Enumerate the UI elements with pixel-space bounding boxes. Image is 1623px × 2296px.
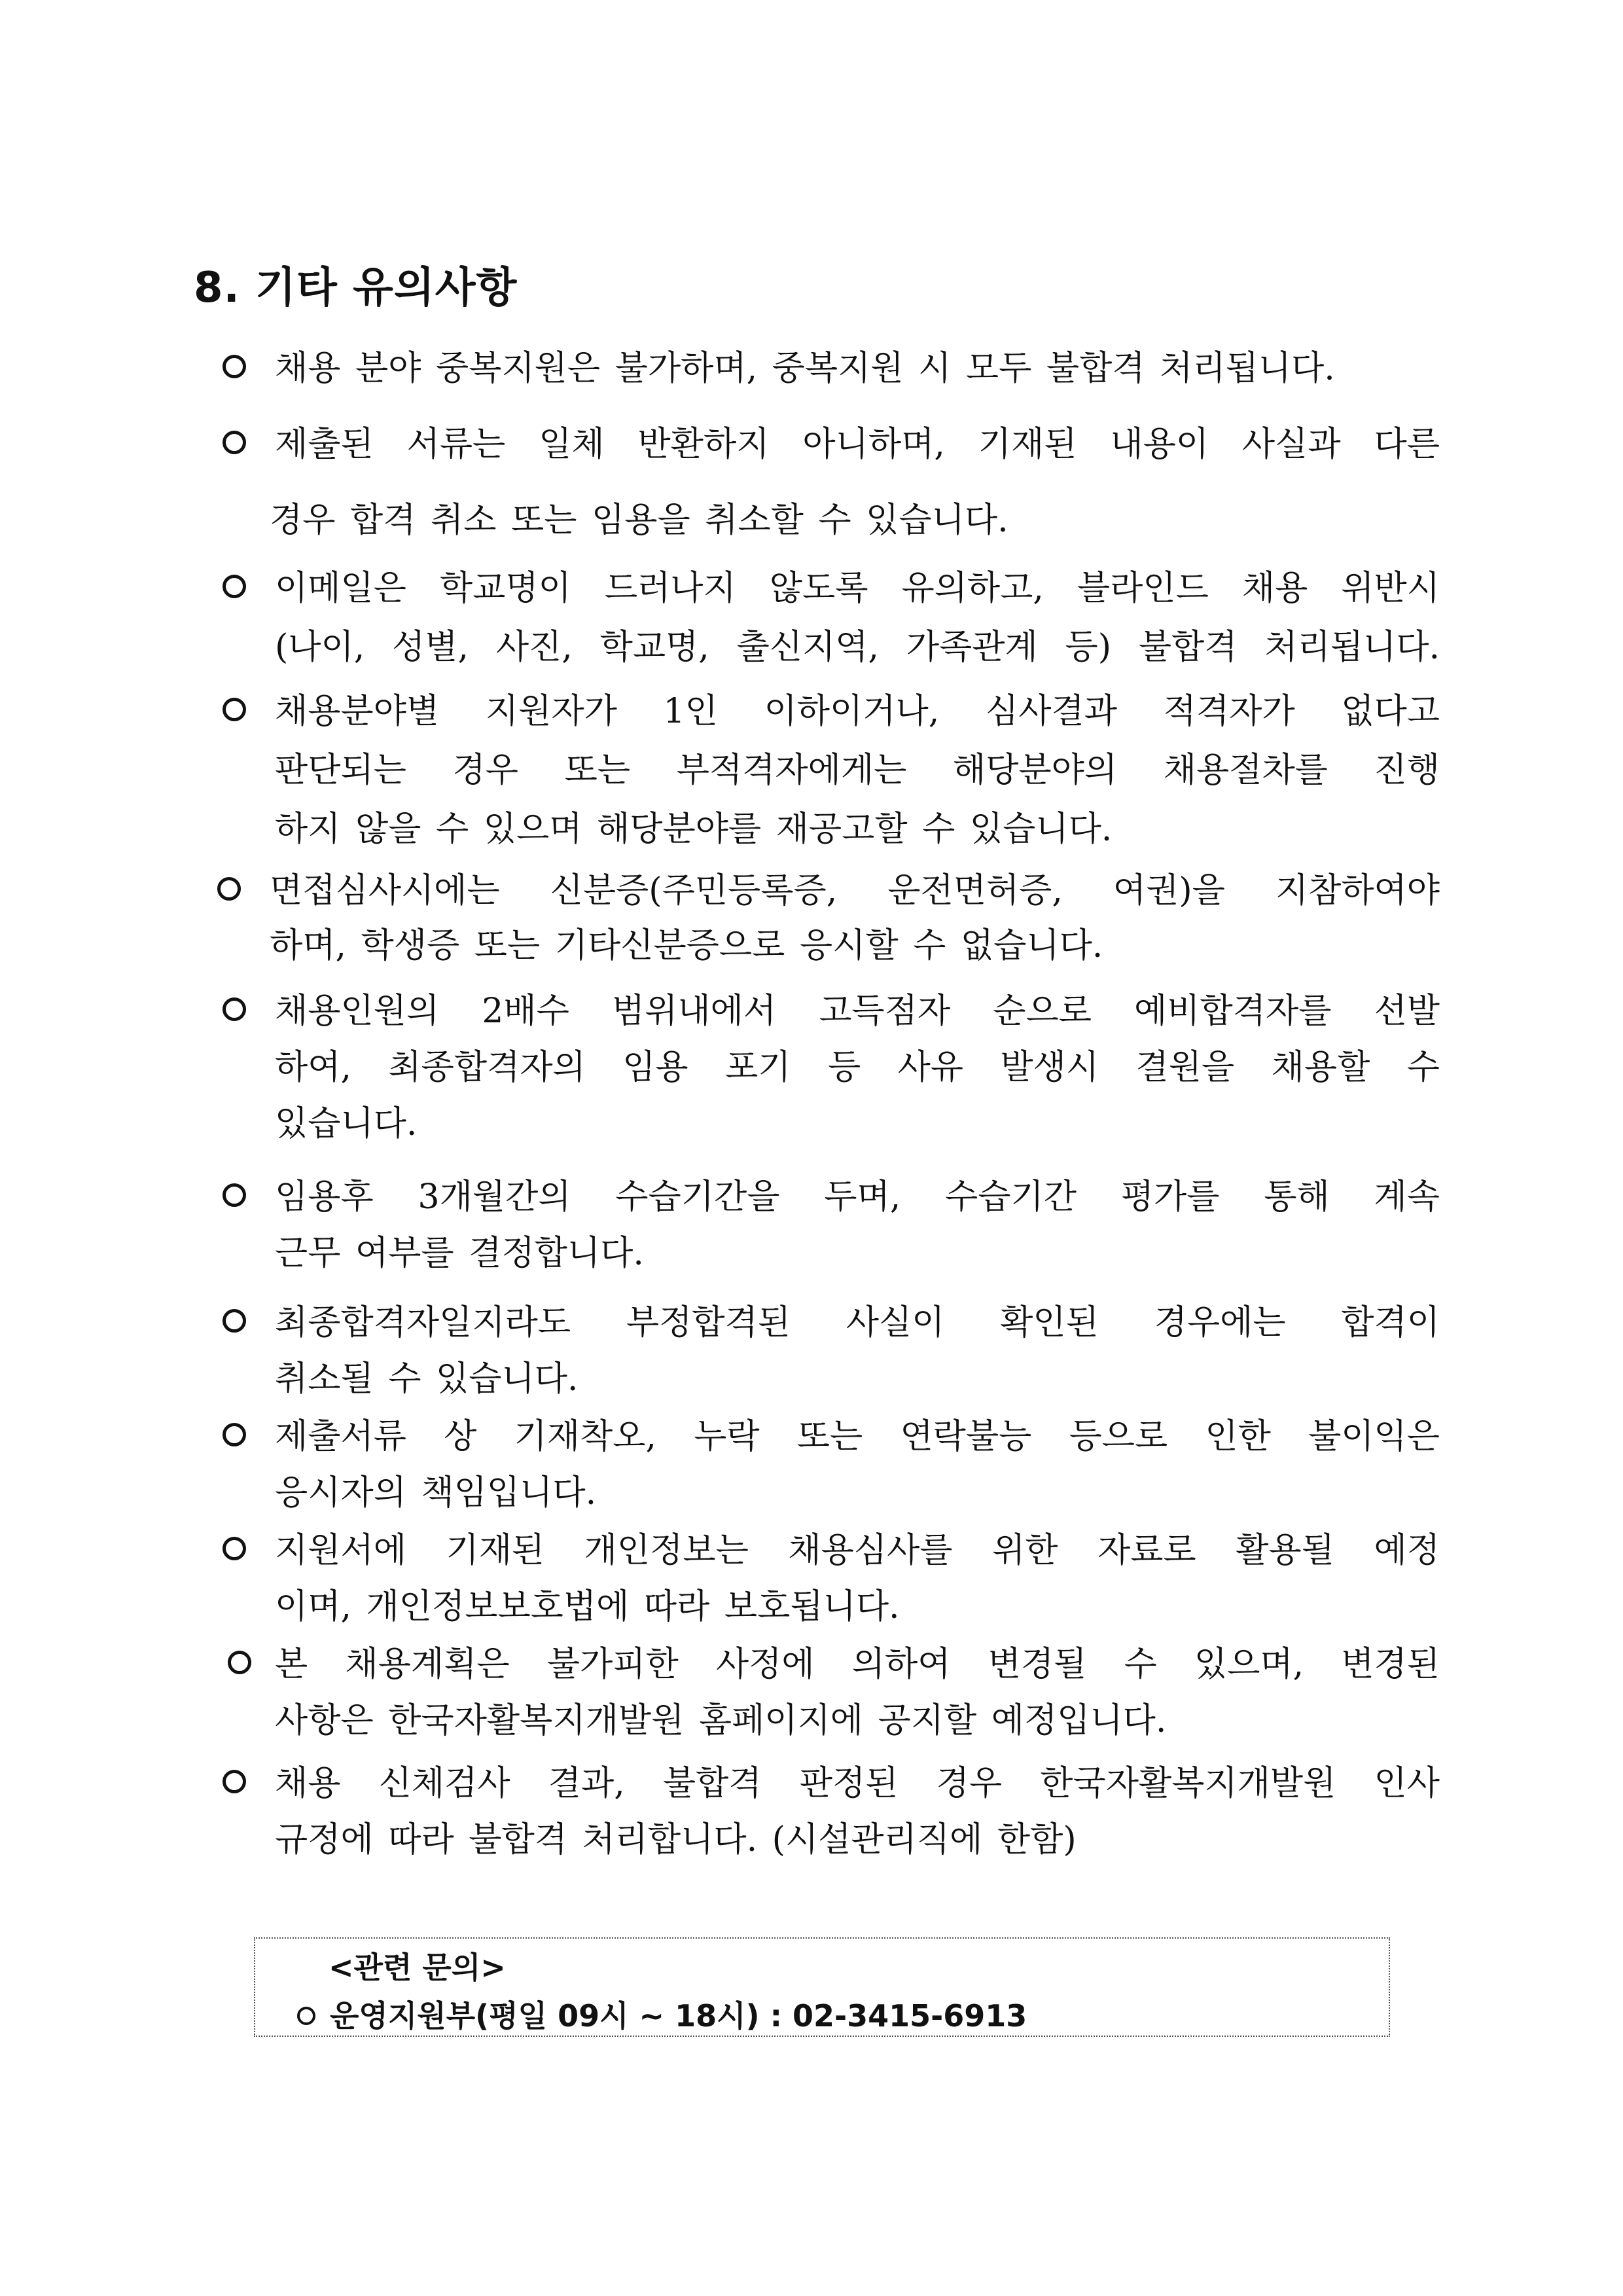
inquiry-box — [254, 1937, 1390, 2037]
notice-line: 면접심사시에는 신분증(주민등록증, 운전면허증, 여권)을 지참하여야 — [270, 871, 1440, 910]
notice-line: 채용분야별 지원자가 1인 이하이거나, 심사결과 적격자가 없다고 — [275, 692, 1440, 731]
notice-line: (나이, 성별, 사진, 학교명, 출신지역, 가족관계 등) 불합격 처리됩니다. — [275, 628, 1440, 667]
notice-line: 취소될 수 있습니다. — [275, 1359, 579, 1399]
circle-bullet-icon — [228, 1651, 251, 1674]
section-title: 8. 기타 유의사항 — [194, 264, 518, 312]
notice-line: 본 채용계획은 불가피한 사정에 의하여 변경될 수 있으며, 변경된 — [275, 1645, 1440, 1684]
notice-line: 제출서류 상 기재착오, 누락 또는 연락불능 등으로 인한 불이익은 — [275, 1417, 1440, 1456]
notice-line: 있습니다. — [275, 1104, 418, 1143]
notice-line: 판단되는 경우 또는 부적격자에게는 해당분야의 채용절차를 진행 — [275, 751, 1440, 790]
circle-bullet-icon — [223, 575, 246, 598]
circle-bullet-icon — [223, 997, 246, 1021]
circle-bullet-icon — [223, 431, 246, 454]
notice-line: 응시자의 책임입니다. — [275, 1473, 597, 1513]
notice-line: 임용후 3개월간의 수습기간을 두며, 수습기간 평가를 통해 계속 — [275, 1177, 1440, 1217]
circle-bullet-icon — [223, 698, 246, 721]
notice-line: 이메일은 학교명이 드러나지 않도록 유의하고, 블라인드 채용 위반시 — [275, 569, 1440, 608]
notice-line: 경우 합격 취소 또는 임용을 취소할 수 있습니다. — [270, 501, 1008, 540]
circle-bullet-icon — [223, 1423, 246, 1446]
inquiry-contact-text: 운영지원부(평일 09시 ~ 18시) : 02-3415-6913 — [330, 1998, 1027, 2034]
notice-line: 채용 신체검사 결과, 불합격 판정된 경우 한국자활복지개발원 인사 — [275, 1764, 1440, 1803]
circle-bullet-icon — [223, 1537, 246, 1560]
notice-line: 최종합격자일지라도 부정합격된 사실이 확인된 경우에는 합격이 — [275, 1303, 1440, 1342]
circle-bullet-icon — [217, 877, 241, 901]
notice-line: 하여, 최종합격자의 임용 포기 등 사유 발생시 결원을 채용할 수 — [275, 1048, 1440, 1087]
inquiry-contact — [297, 1992, 1027, 2036]
notice-line: 하며, 학생증 또는 기타신분증으로 응시할 수 없습니다. — [270, 926, 1103, 965]
circle-bullet-icon — [223, 355, 246, 378]
circle-bullet-icon — [223, 1183, 246, 1207]
notice-line: 사항은 한국자활복지개발원 홈페이지에 공지할 예정입니다. — [275, 1701, 1167, 1740]
notice-line: 이며, 개인정보보호법에 따라 보호됩니다. — [275, 1587, 900, 1626]
notice-line: 채용 분야 중복지원은 불가하며, 중복지원 시 모두 불합격 처리됩니다. — [275, 349, 1335, 388]
notice-line: 지원서에 기재된 개인정보는 채용심사를 위한 자료로 활용될 예정 — [275, 1531, 1440, 1570]
circle-bullet-icon — [297, 2007, 315, 2025]
notice-line: 채용인원의 2배수 범위내에서 고득점자 순으로 예비합격자를 선발 — [275, 992, 1440, 1031]
circle-bullet-icon — [223, 1770, 246, 1793]
circle-bullet-icon — [223, 1309, 246, 1333]
notice-line: 제출된 서류는 일체 반환하지 아니하며, 기재된 내용이 사실과 다른 — [275, 425, 1440, 464]
inquiry-title: <관련 문의> — [329, 1950, 506, 1985]
notice-line: 근무 여부를 결정합니다. — [275, 1234, 644, 1273]
notice-line: 하지 않을 수 있으며 해당분야를 재공고할 수 있습니다. — [275, 810, 1113, 849]
notice-line: 규정에 따라 불합격 처리합니다. (시설관리직에 한함) — [275, 1820, 1077, 1859]
